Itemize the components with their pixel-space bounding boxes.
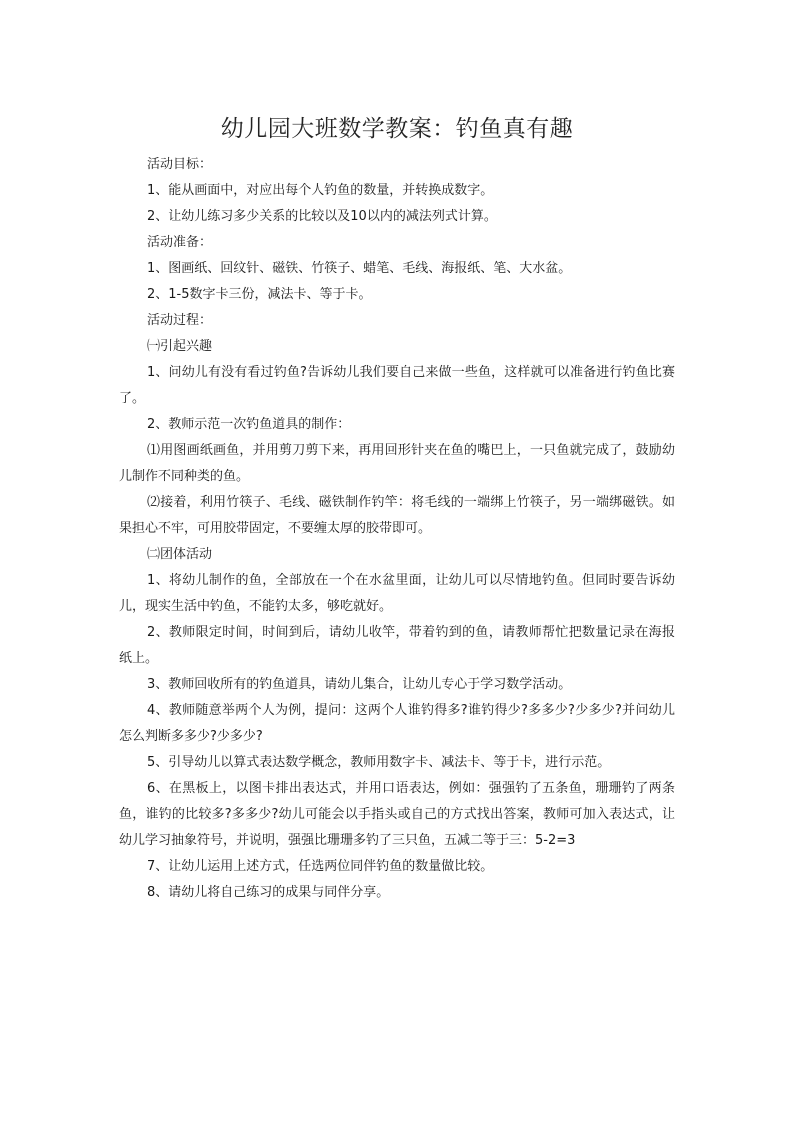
subsection-heading-group-activity: ㈡团体活动 bbox=[147, 547, 213, 562]
preparation-item-2: 2、1-5数字卡三份，减法卡、等于卡。 bbox=[147, 287, 372, 302]
section-heading-preparation: 活动准备： bbox=[147, 235, 213, 250]
process-paragraph: 5、引导幼儿以算式表达数学概念，教师用数字卡、减法卡、等于卡，进行示范。 bbox=[147, 755, 611, 770]
process-paragraph: 2、教师限定时间，时间到后，请幼儿收竿，带着钓到的鱼，请教师帮忙把数量记录在海报纸上。 bbox=[119, 625, 675, 666]
process-paragraph: ⑴用图画纸画鱼，并用剪刀剪下来，再用回形针夹在鱼的嘴巴上，一只鱼就完成了，鼓励幼儿制作不同种类的鱼。 bbox=[119, 443, 675, 484]
process-paragraph: 6、在黑板上，以图卡排出表达式，并用口语表达，例如：强强钓了五条鱼，珊珊钓了两条鱼，谁钓的比较多?多多少?幼儿可能会以手指头或自己的方式找出答案，教师可加入表达式，让幼儿学习抽象符号，并说明，强强比珊珊多钓了三只鱼，五减二等于三：5-2=3 bbox=[119, 781, 675, 848]
process-paragraph: 3、教师回收所有的钓鱼道具，请幼儿集合，让幼儿专心于学习数学活动。 bbox=[147, 677, 572, 692]
preparation-item-1: 1、图画纸、回纹针、磁铁、竹筷子、蜡笔、毛线、海报纸、笔、大水盆。 bbox=[147, 261, 572, 276]
goal-item-1: 1、能从画面中，对应出每个人钓鱼的数量，并转换成数字。 bbox=[147, 183, 494, 198]
document-title: 幼儿园大班数学教案：钓鱼真有趣 bbox=[220, 116, 574, 142]
document-body bbox=[119, 152, 675, 906]
process-paragraph: 4、教师随意举两个人为例，提问：这两个人谁钓得多?谁钓得少?多多少?少多少?并问幼儿怎么判断多多少?少多少? bbox=[119, 703, 675, 744]
process-paragraph: 7、让幼儿运用上述方式，任选两位同伴钓鱼的数量做比较。 bbox=[147, 859, 494, 874]
process-paragraph: 1、将幼儿制作的鱼，全部放在一个在水盆里面，让幼儿可以尽情地钓鱼。但同时要告诉幼儿，现实生活中钓鱼，不能钓太多，够吃就好。 bbox=[119, 573, 675, 614]
section-heading-goals: 活动目标： bbox=[147, 157, 213, 172]
subsection-heading-interest: ㈠引起兴趣 bbox=[147, 339, 213, 354]
section-heading-process: 活动过程： bbox=[147, 313, 213, 328]
process-paragraph: 1、问幼儿有没有看过钓鱼?告诉幼儿我们要自己来做一些鱼，这样就可以准备进行钓鱼比赛了。 bbox=[119, 365, 675, 406]
goal-item-2: 2、让幼儿练习多少关系的比较以及10以内的减法列式计算。 bbox=[147, 209, 497, 224]
process-paragraph: 8、请幼儿将自己练习的成果与同伴分享。 bbox=[147, 885, 390, 900]
process-paragraph: ⑵接着，利用竹筷子、毛线、磁铁制作钓竿：将毛线的一端绑上竹筷子，另一端绑磁铁。如果担心不牢，可用胶带固定，不要缠太厚的胶带即可。 bbox=[119, 495, 675, 536]
process-paragraph: 2、教师示范一次钓鱼道具的制作： bbox=[147, 417, 351, 432]
